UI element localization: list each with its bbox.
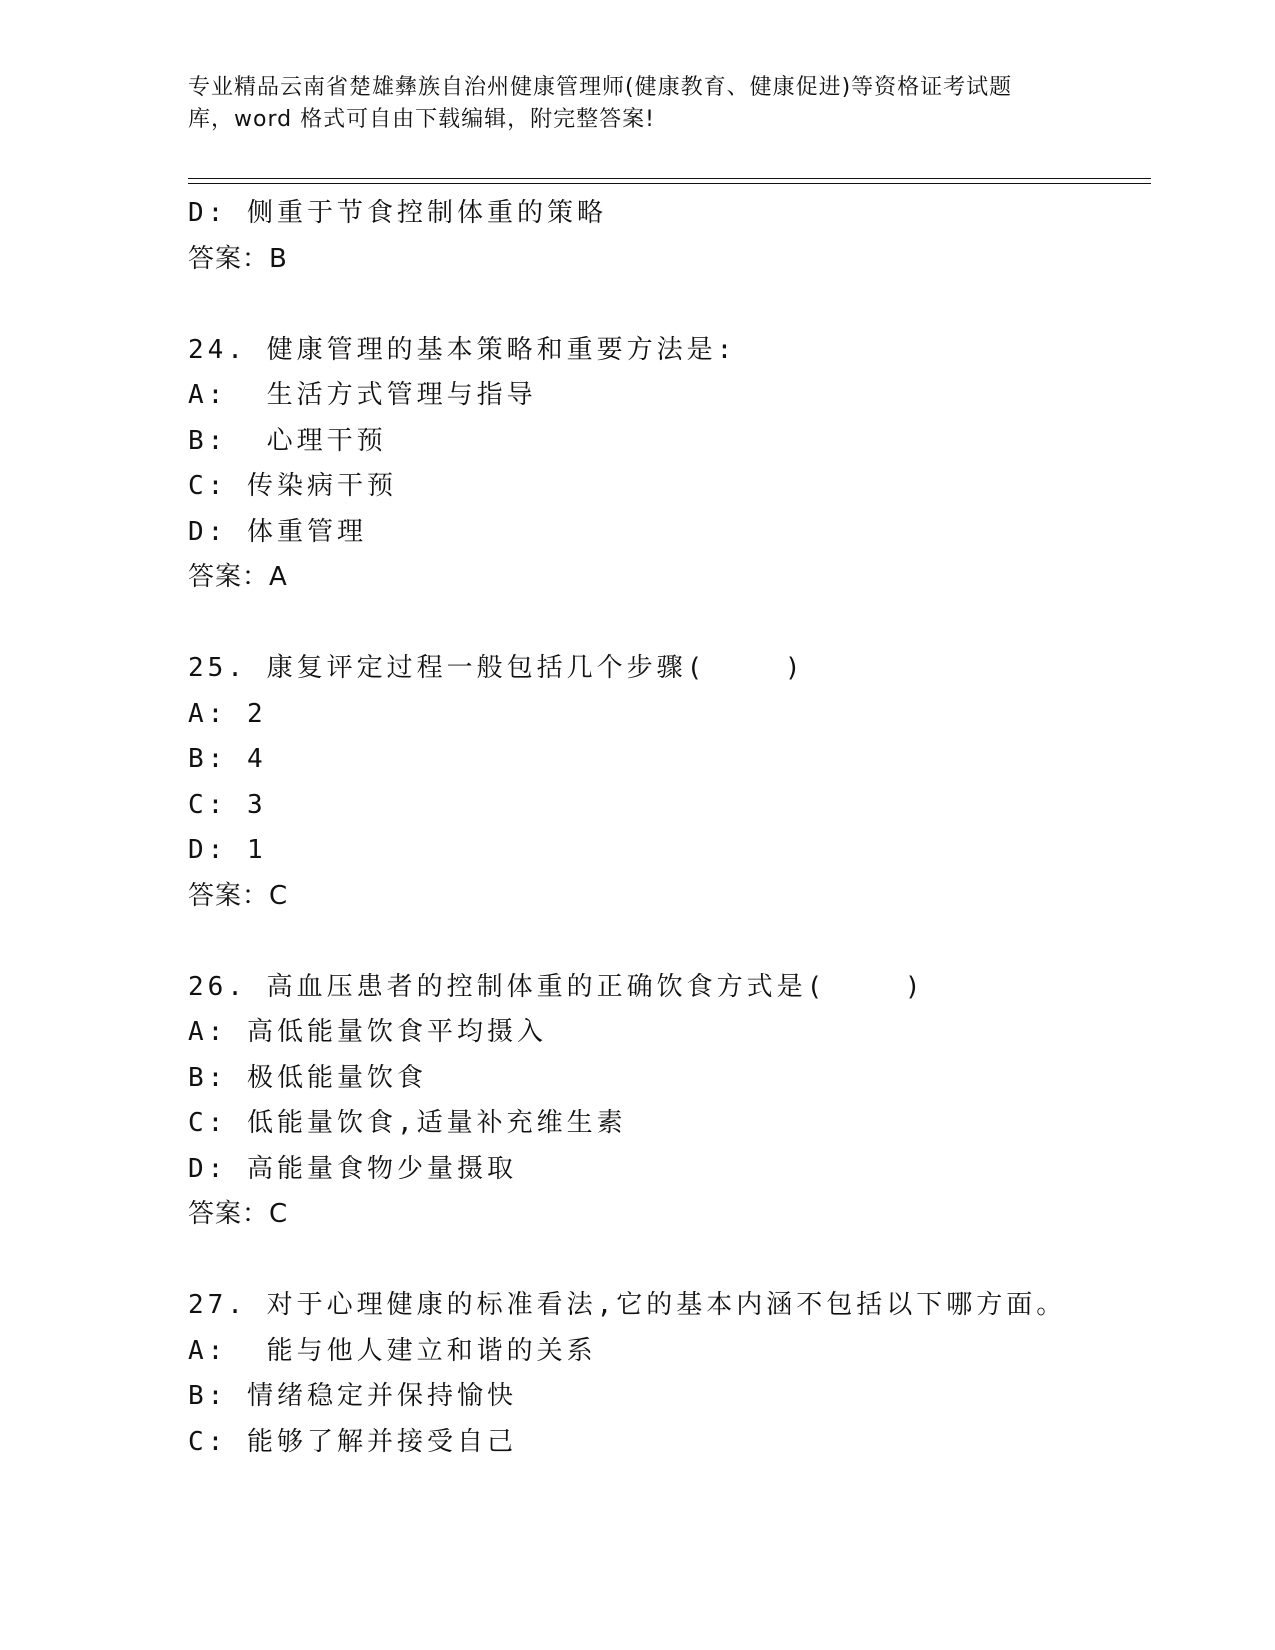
option-line: C: 能够了解并接受自己 [188, 1426, 517, 1457]
block-spacer [188, 919, 1151, 965]
option-line: A: 高低能量饮食平均摄入 [188, 1017, 547, 1047]
option-line: D: 高能量食物少量摄取 [188, 1153, 517, 1184]
answer-line: 答案：C [188, 880, 289, 911]
question-block [188, 1283, 1151, 1465]
question-stem: 24. 健康管理的基本策略和重要方法是: [188, 334, 737, 365]
answer-line: 答案：B [188, 243, 288, 274]
header-rule-bottom [188, 183, 1151, 184]
option-line: A: 2 [188, 698, 267, 729]
option-line: D: 侧重于节食控制体重的策略 [188, 198, 607, 228]
answer-line: 答案：C [188, 1199, 289, 1229]
option-line: A: 能与他人建立和谐的关系 [188, 1335, 597, 1366]
question-stem: 27. 对于心理健康的标准看法,它的基本内涵不包括以下哪方面。 [188, 1290, 1067, 1320]
option-line: C: 低能量饮食,适量补充维生素 [188, 1108, 627, 1138]
document-header [188, 72, 1088, 136]
option-line: B: 情绪稳定并保持愉快 [188, 1381, 517, 1411]
header-line-1: 专业精品云南省楚雄彝族自治州健康管理师(健康教育、健康促进)等资格证考试题 [188, 75, 1013, 100]
question-stem: 26. 高血压患者的控制体重的正确饮食方式是( ) [188, 971, 925, 1002]
question-block [188, 965, 1151, 1238]
question-block [188, 191, 1151, 282]
option-line: A: 生活方式管理与指导 [188, 380, 537, 410]
option-line: D: 体重管理 [188, 516, 367, 547]
block-spacer [188, 1238, 1151, 1284]
block-spacer [188, 601, 1151, 647]
option-line: B: 4 [188, 744, 267, 774]
option-line: D: 1 [188, 835, 267, 865]
option-line: C: 传染病干预 [188, 471, 397, 501]
option-line: B: 极低能量饮食 [188, 1062, 427, 1093]
question-block [188, 646, 1151, 919]
header-line-2: 库，word 格式可自由下载编辑，附完整答案! [188, 107, 655, 132]
question-list [188, 191, 1151, 1465]
answer-line: 答案：A [188, 562, 288, 592]
question-block [188, 328, 1151, 601]
block-spacer [188, 282, 1151, 328]
option-line: C: 3 [188, 789, 267, 820]
question-stem: 25. 康复评定过程一般包括几个步骤( ) [188, 653, 805, 683]
header-rule-top [188, 178, 1151, 179]
option-line: B: 心理干预 [188, 425, 387, 456]
